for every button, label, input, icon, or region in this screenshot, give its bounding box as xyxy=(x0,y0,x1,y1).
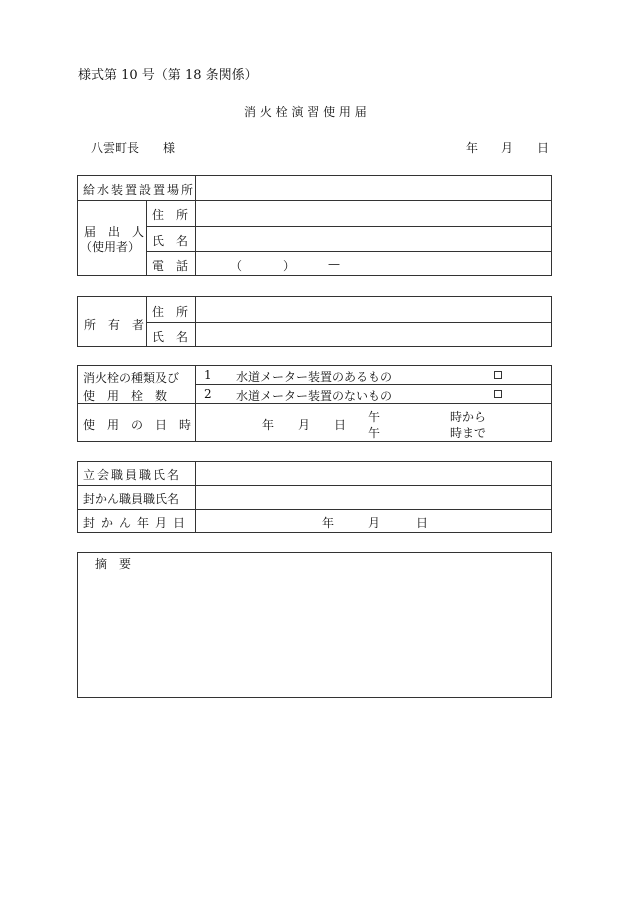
phone-label: 電 話 xyxy=(152,259,189,273)
date-year: 年 xyxy=(466,141,479,155)
divider xyxy=(78,485,552,486)
summary-label: 摘 要 xyxy=(95,557,132,571)
form-number: 様式第 10 号（第 18 条関係） xyxy=(78,68,258,83)
divider xyxy=(78,200,552,201)
seal-year: 年 xyxy=(322,516,335,530)
divider xyxy=(146,226,552,227)
applicant-label: 届 出 人 xyxy=(84,225,145,239)
option1-checkbox[interactable] xyxy=(494,371,502,379)
honorific: 様 xyxy=(163,141,176,155)
phone-dash: — xyxy=(328,257,340,271)
datetime-until: 時まで xyxy=(450,426,487,440)
option1-number: 1 xyxy=(204,368,212,382)
owner-name-label: 氏 名 xyxy=(152,330,189,344)
date-day: 日 xyxy=(537,141,550,155)
hydrant-label: 消火栓の種類及び xyxy=(83,371,180,385)
option2-checkbox[interactable] xyxy=(494,390,502,398)
hydrant-count-label: 使 用 栓 数 xyxy=(83,389,168,403)
divider xyxy=(146,251,552,252)
option1-text: 水道メーター装置のあるもの xyxy=(236,370,393,384)
owner-address-label: 住 所 xyxy=(152,305,189,319)
datetime-label: 使 用 の 日 時 xyxy=(83,418,192,432)
datetime-am-until: 午 xyxy=(368,426,381,440)
divider xyxy=(146,200,147,276)
divider xyxy=(195,366,196,442)
location-label: 給水装置設置場所 xyxy=(83,183,196,197)
seal-month: 月 xyxy=(368,516,381,530)
datetime-year: 年 xyxy=(262,418,275,432)
phone-close-paren: ） xyxy=(283,259,296,273)
seal-date-label: 封かん年月日 xyxy=(83,516,192,530)
divider xyxy=(146,322,552,323)
datetime-am-from: 午 xyxy=(368,410,381,424)
name-label: 氏 名 xyxy=(152,234,189,248)
table-owner xyxy=(77,296,552,347)
table-applicant xyxy=(77,175,552,276)
phone-open-paren: （ xyxy=(230,259,243,273)
owner-label: 所 有 者 xyxy=(84,318,145,332)
witness-label: 立会職員職氏名 xyxy=(83,468,182,482)
option2-number: 2 xyxy=(204,387,212,401)
applicant-sublabel: （使用者） xyxy=(80,240,141,254)
table-sealing xyxy=(77,461,552,533)
datetime-day: 日 xyxy=(334,418,347,432)
page-title: 消 火 栓 演 習 使 用 届 xyxy=(244,105,367,119)
address-label: 住 所 xyxy=(152,208,189,222)
seal-staff-label: 封かん職員職氏名 xyxy=(83,492,180,506)
option2-text: 水道メーター装置のないもの xyxy=(236,389,393,403)
date-month: 月 xyxy=(501,141,514,155)
seal-day: 日 xyxy=(416,516,429,530)
summary-box xyxy=(77,552,552,698)
divider xyxy=(78,509,552,510)
datetime-from: 時から xyxy=(450,410,487,424)
divider xyxy=(195,462,196,533)
table-hydrant xyxy=(77,365,552,442)
addressee: 八雲町長 xyxy=(91,141,140,155)
datetime-month: 月 xyxy=(298,418,311,432)
